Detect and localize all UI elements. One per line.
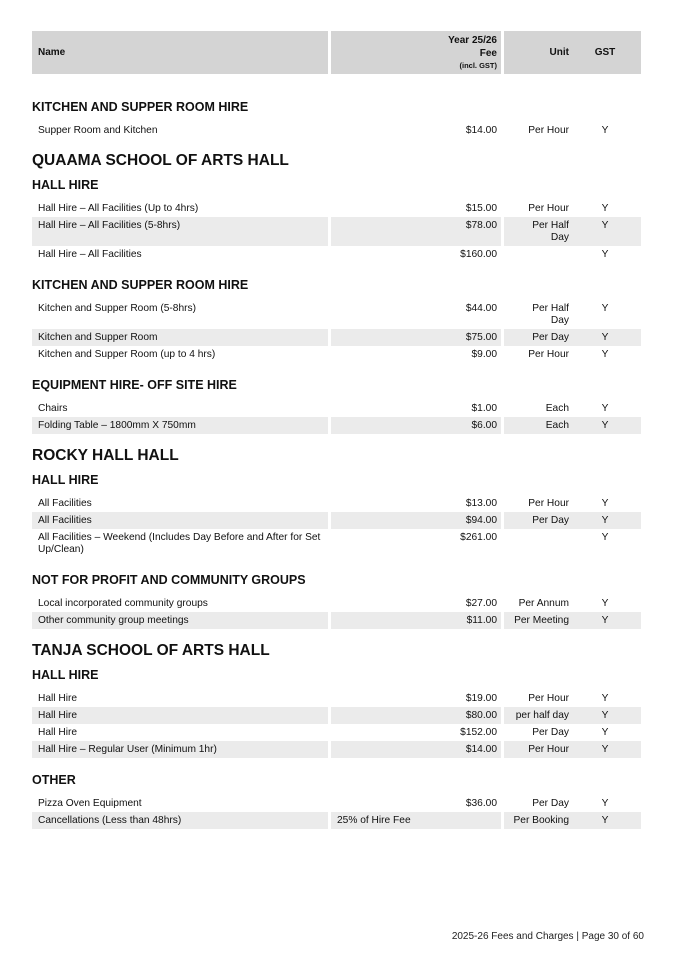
row-gst: Y bbox=[601, 614, 609, 626]
row-unit: Per Annum bbox=[518, 597, 569, 609]
row-fee: $14.00 bbox=[465, 124, 497, 136]
row-fee: $94.00 bbox=[331, 512, 501, 529]
section-heading: KITCHEN AND SUPPER ROOM HIRE bbox=[32, 100, 249, 114]
row-gst: Y bbox=[601, 692, 609, 704]
table-row bbox=[32, 417, 644, 434]
row-name: Hall Hire – Regular User (Minimum 1hr) bbox=[32, 741, 328, 758]
row-unit: Per Booking bbox=[513, 814, 569, 826]
table-row bbox=[32, 512, 644, 529]
table-row bbox=[32, 612, 644, 629]
row-gst: Y bbox=[601, 797, 609, 809]
row-name: Chairs bbox=[38, 402, 68, 414]
row-fee: $6.00 bbox=[331, 417, 501, 434]
row-unit: Per Hour bbox=[528, 124, 569, 136]
row-gst: Y bbox=[601, 597, 609, 609]
row-fee: $9.00 bbox=[471, 348, 497, 360]
row-fee: $13.00 bbox=[465, 497, 497, 509]
row-fee: $44.00 bbox=[465, 302, 497, 314]
section-heading: NOT FOR PROFIT AND COMMUNITY GROUPS bbox=[32, 573, 306, 587]
table-row bbox=[32, 595, 644, 612]
row-gst: Y bbox=[601, 709, 609, 721]
row-unit: Per Day bbox=[532, 331, 569, 343]
row-fee: $15.00 bbox=[465, 202, 497, 214]
row-unit: Per Hour bbox=[528, 497, 569, 509]
row-unit: Each bbox=[545, 402, 569, 414]
section-heading: EQUIPMENT HIRE- OFF SITE HIRE bbox=[32, 378, 237, 392]
row-name: Kitchen and Supper Room (5-8hrs) bbox=[38, 302, 196, 314]
row-unit: Per Half Day bbox=[532, 219, 569, 243]
row-unit bbox=[504, 529, 569, 558]
row-gst: Y bbox=[601, 124, 609, 136]
row-fee-note: 25% of Hire Fee bbox=[331, 812, 501, 829]
row-unit bbox=[504, 246, 569, 263]
header-fee-year: Year 25/26 bbox=[448, 35, 497, 46]
table-row bbox=[32, 329, 644, 346]
row-name: Hall Hire – All Facilities (5-8hrs) bbox=[32, 217, 328, 246]
row-name: All Facilities bbox=[32, 512, 328, 529]
row-name: Supper Room and Kitchen bbox=[38, 124, 158, 136]
row-unit: Per Hour bbox=[528, 743, 569, 755]
venue-title: QUAAMA SCHOOL OF ARTS HALL bbox=[32, 152, 289, 169]
row-name: Hall Hire bbox=[38, 692, 78, 704]
header-gst: GST bbox=[594, 47, 616, 58]
row-fee: $152.00 bbox=[460, 726, 497, 738]
row-name: Hall Hire – All Facilities bbox=[38, 248, 142, 260]
table-row bbox=[32, 812, 644, 829]
section-heading: HALL HIRE bbox=[32, 668, 99, 682]
section-heading: HALL HIRE bbox=[32, 178, 99, 192]
header-fee-label: Fee bbox=[479, 48, 497, 59]
row-gst: Y bbox=[601, 419, 609, 431]
row-gst: Y bbox=[601, 531, 609, 543]
table-row bbox=[32, 200, 644, 217]
row-name: Local incorporated community groups bbox=[38, 597, 208, 609]
row-gst: Y bbox=[601, 219, 609, 231]
row-gst: Y bbox=[601, 302, 609, 314]
table-row bbox=[32, 495, 644, 512]
row-fee: $27.00 bbox=[465, 597, 497, 609]
row-name: All Facilities bbox=[38, 497, 92, 509]
fees-page bbox=[32, 31, 644, 829]
table-row bbox=[32, 741, 644, 758]
venue-title: TANJA SCHOOL OF ARTS HALL bbox=[32, 642, 270, 659]
row-gst: Y bbox=[601, 402, 609, 414]
row-unit: Per Hour bbox=[528, 348, 569, 360]
table-header bbox=[32, 31, 644, 74]
row-name: All Facilities – Weekend (Includes Day Before and After for Set Up/Clean) bbox=[38, 531, 321, 555]
table-row bbox=[32, 122, 644, 139]
row-name: Folding Table – 1800mm X 750mm bbox=[32, 417, 328, 434]
table-row bbox=[32, 346, 644, 363]
row-gst: Y bbox=[601, 814, 609, 826]
row-gst: Y bbox=[601, 331, 609, 343]
row-gst: Y bbox=[601, 202, 609, 214]
table-row bbox=[32, 300, 644, 329]
header-unit: Unit bbox=[549, 47, 569, 58]
row-fee: $160.00 bbox=[460, 248, 497, 260]
row-unit: Per Hour bbox=[528, 202, 569, 214]
row-unit: Per Meeting bbox=[514, 614, 569, 626]
row-name: Cancellations (Less than 48hrs) bbox=[32, 812, 328, 829]
row-name: Hall Hire bbox=[32, 707, 328, 724]
row-fee: $75.00 bbox=[331, 329, 501, 346]
row-gst: Y bbox=[601, 514, 609, 526]
row-fee: $78.00 bbox=[331, 217, 501, 246]
row-name: Hall Hire – All Facilities (Up to 4hrs) bbox=[38, 202, 199, 214]
row-unit: per half day bbox=[515, 709, 569, 721]
table-row bbox=[32, 795, 644, 812]
row-gst: Y bbox=[601, 497, 609, 509]
row-name: Hall Hire bbox=[38, 726, 78, 738]
header-fee-note: (incl. GST) bbox=[459, 61, 497, 70]
row-gst: Y bbox=[601, 348, 609, 360]
row-fee: $14.00 bbox=[331, 741, 501, 758]
row-gst: Y bbox=[601, 726, 609, 738]
table-row bbox=[32, 529, 644, 558]
row-name: Kitchen and Supper Room bbox=[32, 329, 328, 346]
row-fee: $80.00 bbox=[331, 707, 501, 724]
row-unit: Per Hour bbox=[528, 692, 569, 704]
page-footer: 2025-26 Fees and Charges | Page 30 of 60 bbox=[451, 931, 644, 942]
row-unit: Each bbox=[545, 419, 569, 431]
row-unit: Per Day bbox=[532, 797, 569, 809]
row-unit: Per Day bbox=[532, 514, 569, 526]
table-row bbox=[32, 690, 644, 707]
row-fee: $36.00 bbox=[465, 797, 497, 809]
table-row bbox=[32, 400, 644, 417]
row-name: Pizza Oven Equipment bbox=[38, 797, 142, 809]
table-row bbox=[32, 246, 644, 263]
section-heading: OTHER bbox=[32, 773, 76, 787]
header-fee bbox=[331, 31, 501, 74]
row-fee: $11.00 bbox=[331, 612, 501, 629]
row-unit: Per Half Day bbox=[532, 302, 569, 326]
section-heading: KITCHEN AND SUPPER ROOM HIRE bbox=[32, 278, 249, 292]
table-row bbox=[32, 724, 644, 741]
table-row bbox=[32, 217, 644, 246]
row-fee: $261.00 bbox=[460, 531, 497, 543]
row-fee: $1.00 bbox=[471, 402, 497, 414]
row-name: Other community group meetings bbox=[32, 612, 328, 629]
section-heading: HALL HIRE bbox=[32, 473, 99, 487]
venue-title: ROCKY HALL HALL bbox=[32, 447, 179, 464]
row-gst: Y bbox=[601, 248, 609, 260]
row-gst: Y bbox=[601, 743, 609, 755]
row-fee: $19.00 bbox=[465, 692, 497, 704]
row-unit: Per Day bbox=[532, 726, 569, 738]
table-row bbox=[32, 707, 644, 724]
row-name: Kitchen and Supper Room (up to 4 hrs) bbox=[38, 348, 216, 360]
header-name: Name bbox=[32, 31, 328, 74]
